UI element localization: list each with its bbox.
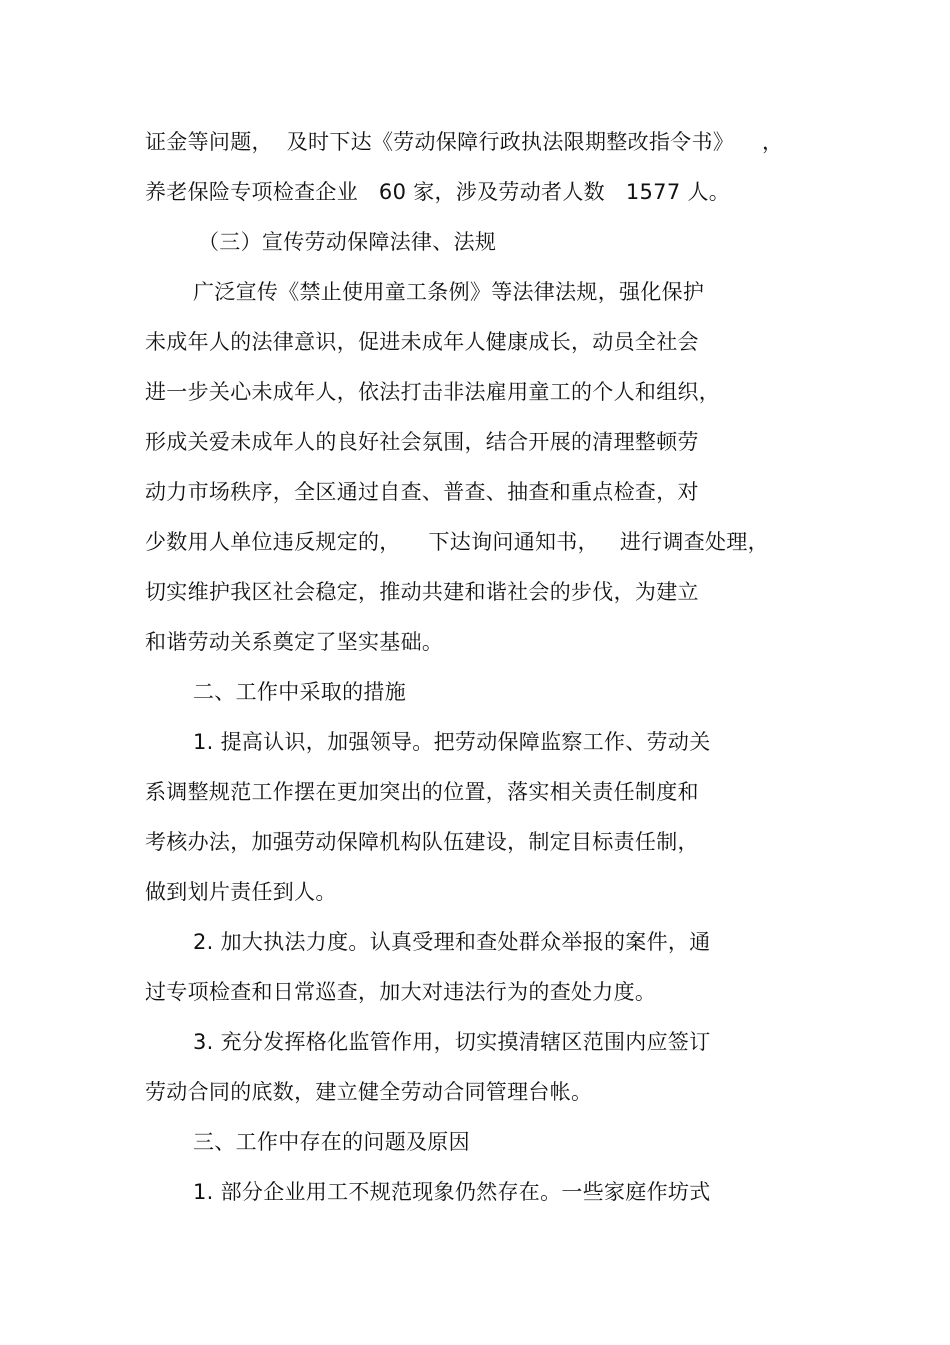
text-line: 1. 提高认识，加强领导。把劳动保障监察工作、劳动关 xyxy=(193,730,711,754)
section-heading: 二、工作中采取的措施 xyxy=(193,680,406,704)
text-line: 动力市场秩序，全区通过自查、普查、抽查和重点检查，对 xyxy=(145,480,699,504)
text-line: 进一步关心未成年人，依法打击非法雇用童工的个人和组织， xyxy=(145,380,721,404)
text-line: 形成关爱未成年人的良好社会氛围，结合开展的清理整顿劳 xyxy=(145,430,699,454)
text-line: 考核办法，加强劳动保障机构队伍建设，制定目标责任制， xyxy=(145,830,699,854)
text-line: 过专项检查和日常巡查，加大对违法行为的查处力度。 xyxy=(145,980,657,1004)
text-line: 系调整规范工作摆在更加突出的位置，落实相关责任制度和 xyxy=(145,780,699,804)
text-line: 和谐劳动关系奠定了坚实基础。 xyxy=(145,630,444,654)
text-line: 做到划片责任到人。 xyxy=(145,880,337,904)
text-line: 广泛宣传《禁止使用童工条例》等法律法规，强化保护 xyxy=(193,280,705,304)
text-line: 2. 加大执法力度。认真受理和查处群众举报的案件，通 xyxy=(193,930,711,954)
section-heading: （三）宣传劳动保障法律、法规 xyxy=(198,230,497,254)
text-line: 切实维护我区社会稳定，推动共建和谐社会的步伐，为建立 xyxy=(145,580,699,604)
text-line: 1. 部分企业用工不规范现象仍然存在。一些家庭作坊式 xyxy=(193,1180,711,1204)
text-line: 3. 充分发挥格化监管作用，切实摸清辖区范围内应签订 xyxy=(193,1030,711,1054)
text-line: 劳动合同的底数，建立健全劳动合同管理台帐。 xyxy=(145,1080,593,1104)
text-line: 证金等问题， 及时下达《劳动保障行政执法限期整改指令书》 ， xyxy=(145,130,784,154)
text-line: 养老保险专项检查企业 60 家，涉及劳动者人数 1577 人。 xyxy=(145,180,731,204)
text-line: 未成年人的法律意识，促进未成年人健康成长，动员全社会 xyxy=(145,330,699,354)
text-line: 少数用人单位违反规定的， 下达询问通知书， 进行调查处理， xyxy=(145,530,769,554)
section-heading: 三、工作中存在的问题及原因 xyxy=(193,1130,470,1154)
